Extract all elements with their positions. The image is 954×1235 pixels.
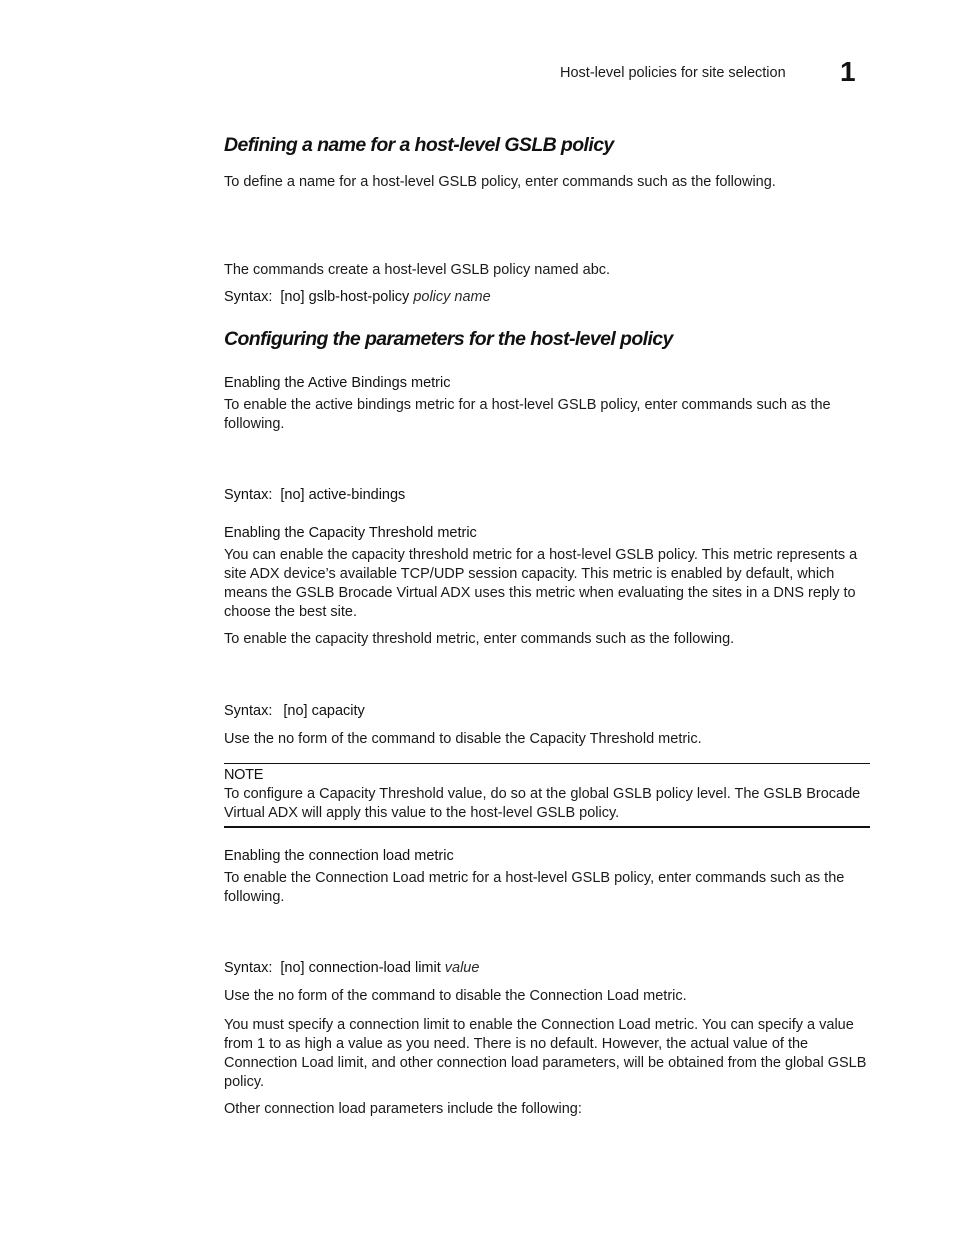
capacity-disable-text: [224, 730, 872, 749]
syntax-active-bindings: [224, 487, 405, 503]
active-bindings-text: To enable the active bindings metric for a host-level GSLB policy, enter commands such as the following.: [224, 397, 831, 432]
syntax-capacity: [224, 703, 365, 719]
subheading-active-bindings: Enabling the Active Bindings metric: [224, 375, 451, 391]
connection-load-disable-text: [224, 987, 872, 1006]
chapter-number: 1: [840, 56, 856, 87]
result-suffix: .: [606, 262, 611, 278]
syntax-command: [no] gslb-host-policy: [280, 289, 410, 305]
subheading-capacity-threshold: Enabling the Capacity Threshold metric: [224, 525, 477, 541]
syntax-label: Syntax:: [224, 703, 273, 719]
result-prefix: The commands create a host-level GSLB policy named: [224, 262, 583, 278]
syntax-label: Syntax:: [224, 289, 273, 305]
note-top-rule: [224, 763, 870, 764]
note-bottom-rule: [224, 826, 870, 828]
use-suffix: form of the command to disable the Connection Load metric.: [294, 988, 687, 1004]
define-name-intro: To define a name for a host-level GSLB policy, enter commands such as the following.: [224, 174, 776, 190]
capacity-threshold-text: You can enable the capacity threshold metric for a host-level GSLB policy. This metric represents a site ADX device’s available TCP/UDP session capacity. This metric is enabled by default, which means the GSLB Brocade Virtual ADX uses this metric when evaluating the sites in a DNS reply to choose the best site.: [224, 547, 858, 620]
note-text: To configure a Capacity Threshold value, do so at the global GSLB policy level. The GSLB Brocade Virtual ADX will apply this value to the host-level GSLB policy.: [224, 786, 861, 821]
use-suffix: form of the command to disable the Capacity Threshold metric.: [294, 731, 702, 747]
use-prefix: Use the: [224, 988, 278, 1004]
syntax-command: [no] active-bindings: [280, 487, 406, 503]
policy-name-abc: abc: [582, 262, 607, 278]
section-heading-configure-params: Configuring the parameters for the host-level policy: [224, 328, 673, 350]
connection-load-text: To enable the Connection Load metric for a host-level GSLB policy, enter commands such as the following.: [224, 870, 845, 905]
capacity-threshold-instruction: To enable the capacity threshold metric, enter commands such as the following.: [224, 631, 735, 647]
keyword-no: no: [278, 731, 295, 747]
subheading-connection-load: Enabling the connection load metric: [224, 848, 454, 864]
note-label: NOTE: [224, 767, 264, 783]
keyword-no: no: [278, 988, 295, 1004]
syntax-connection-load: [224, 960, 479, 976]
syntax-argument: policy name: [413, 289, 491, 305]
define-name-result: [224, 261, 872, 280]
syntax-gslb-host-policy: [224, 289, 491, 305]
syntax-command: [no] connection-load limit: [280, 960, 441, 976]
syntax-command: [no] capacity: [283, 703, 365, 719]
use-prefix: Use the: [224, 731, 278, 747]
syntax-argument: value: [444, 960, 480, 976]
syntax-label: Syntax:: [224, 960, 273, 976]
section-heading-define-name: Defining a name for a host-level GSLB policy: [224, 134, 614, 156]
connection-limit-text: You must specify a connection limit to enable the Connection Load metric. You can specify a value from 1 to as high a value as you need. There is no default. However, the actual value of the Connection Load limit, and other connection load parameters, will be obtained from the global GSLB policy.: [224, 1017, 867, 1090]
other-params-text: Other connection load parameters include the following:: [224, 1101, 582, 1117]
syntax-label: Syntax:: [224, 487, 273, 503]
running-header-title: Host-level policies for site selection: [560, 65, 786, 81]
